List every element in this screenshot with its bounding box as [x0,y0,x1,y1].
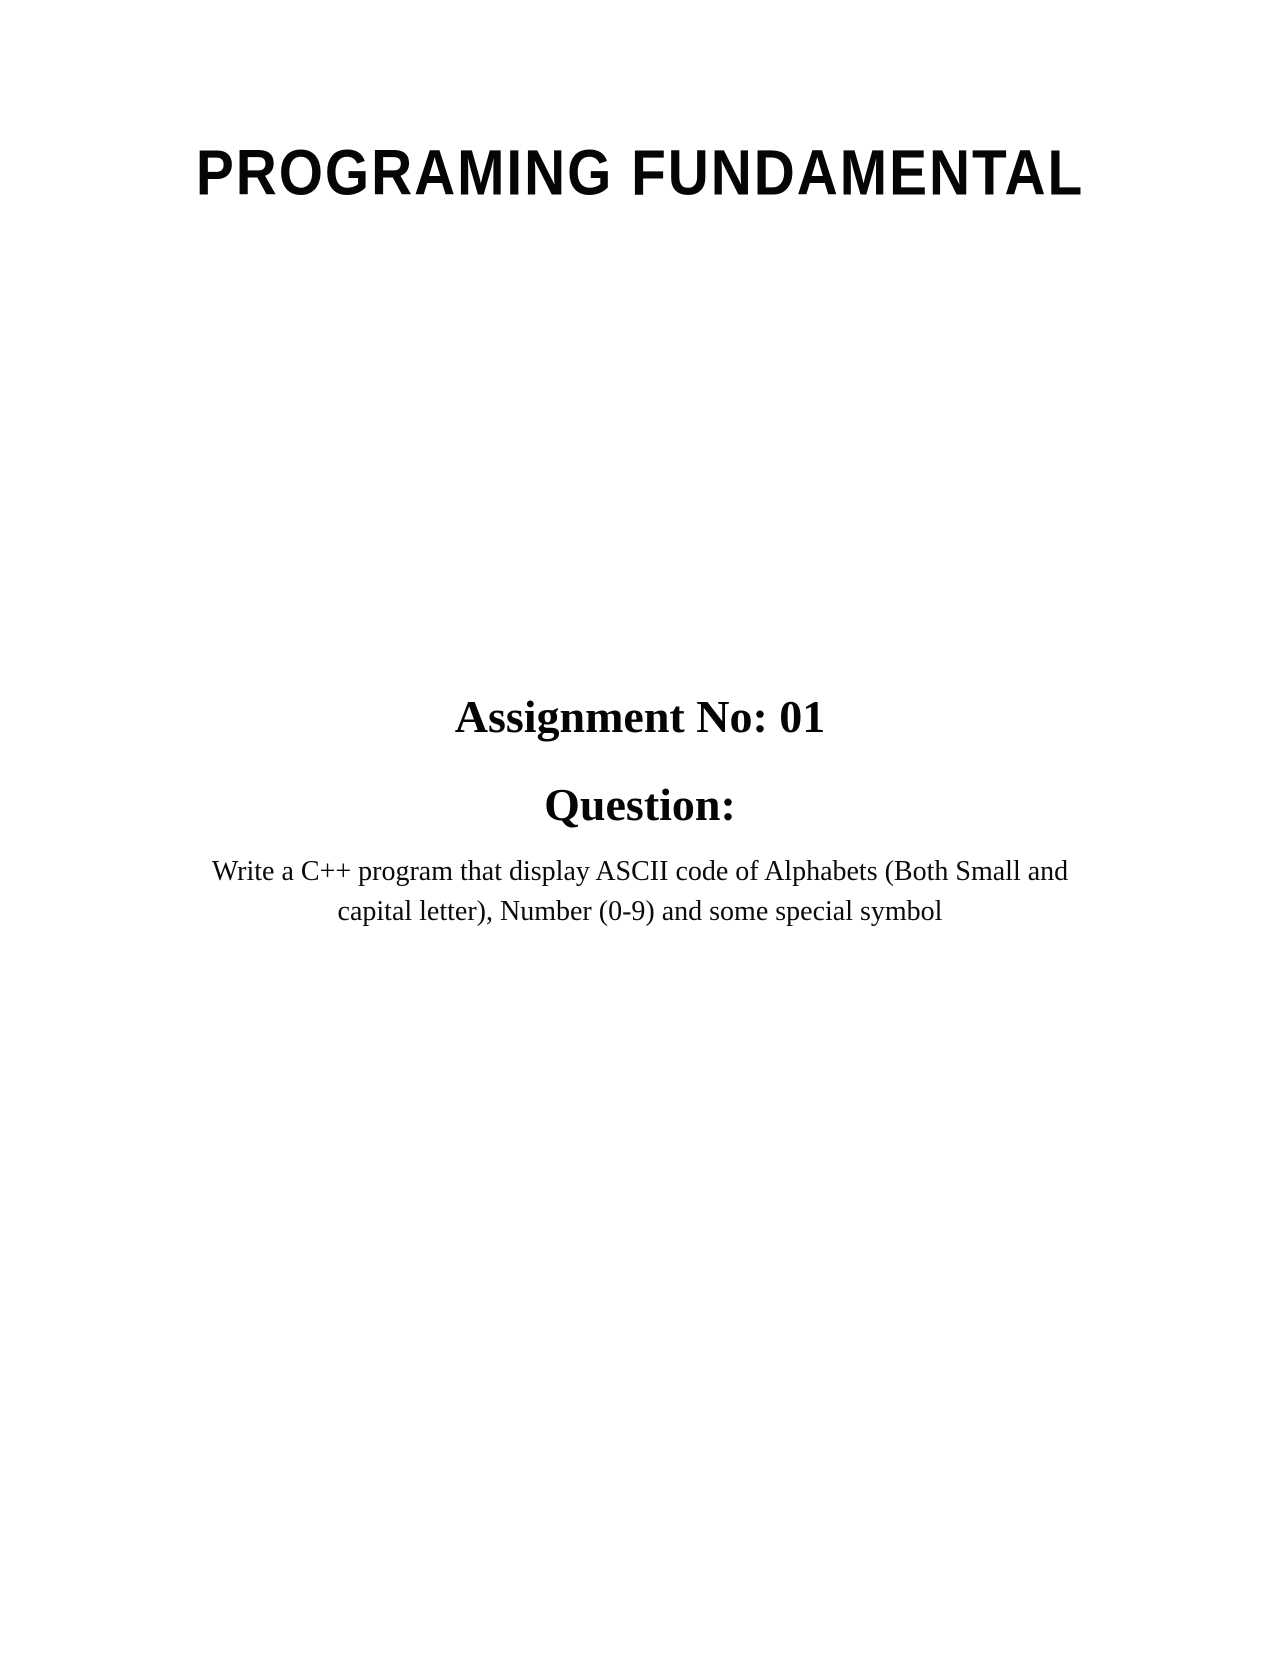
document-title: PROGRAMING FUNDAMENTAL [195,137,1085,209]
assignment-heading: Assignment No: 01 [454,691,826,742]
question-heading: Question: [544,779,736,830]
question-text: Write a C++ program that display ASCII code of Alphabets (Both Small and capital letter), Number (0-9) and some special symbol [211,856,1069,927]
